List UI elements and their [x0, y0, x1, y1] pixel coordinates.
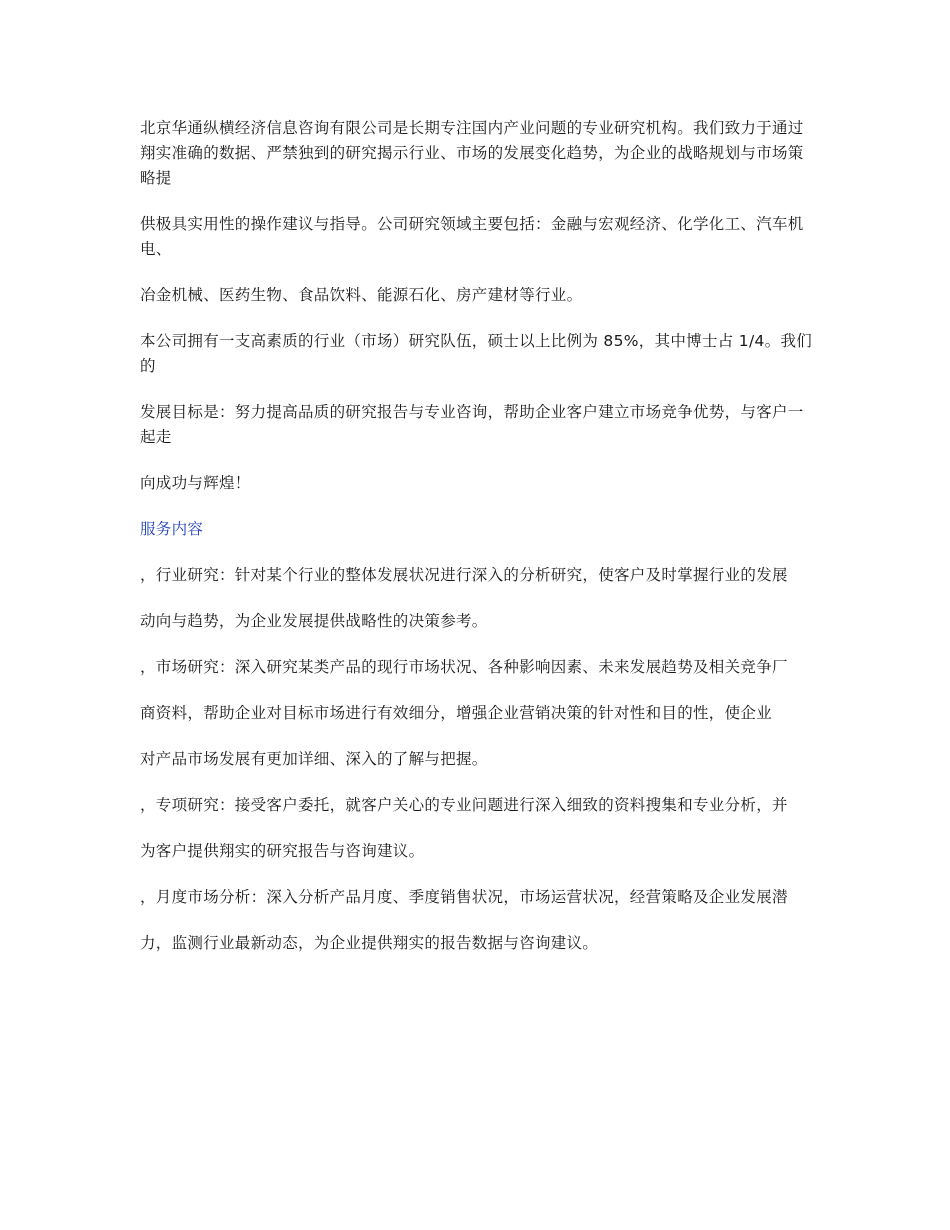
document-body — [140, 116, 815, 977]
service-paragraph-4: 商资料，帮助企业对目标市场进行有效细分，增强企业营销决策的针对性和目的性，使企业 — [140, 704, 773, 722]
intro-paragraph-1: 北京华通纵横经济信息咨询有限公司是长期专注国内产业问题的专业研究机构。我们致力于通过翔实准确的数据、严禁独到的研究揭示行业、市场的发展变化趋势，为企业的战略规划与市场策略提 — [140, 119, 804, 187]
service-paragraph-8: ，月度市场分析：深入分析产品月度、季度销售状况，市场运营状况，经营策略及企业发展潜 — [140, 888, 788, 906]
intro-paragraph-3: 冶金机械、医药生物、食品饮料、能源石化、房产建材等行业。 — [140, 286, 583, 304]
service-paragraph-9: 力，监测行业最新动态，为企业提供翔实的报告数据与咨询建议。 — [140, 934, 599, 952]
service-paragraph-6: ，专项研究：接受客户委托，就客户关心的专业问题进行深入细致的资料搜集和专业分析，并 — [140, 796, 788, 814]
service-paragraph-5: 对产品市场发展有更加详细、深入的了解与把握。 — [140, 750, 488, 768]
intro-paragraph-6: 向成功与辉煌！ — [140, 474, 251, 492]
intro-paragraph-4: 本公司拥有一支高素质的行业（市场）研究队伍，硕士以上比例为 85%，其中博士占 1/4。我们的 — [140, 332, 813, 375]
intro-paragraph-2: 供极具实用性的操作建议与指导。公司研究领域主要包括：金融与宏观经济、化学化工、汽车机电、 — [140, 215, 804, 258]
service-paragraph-3: ，市场研究：深入研究某类产品的现行市场状况、各种影响因素、未来发展趋势及相关竞争厂 — [140, 658, 788, 676]
service-paragraph-1: ，行业研究：针对某个行业的整体发展状况进行深入的分析研究，使客户及时掌握行业的发展 — [140, 566, 788, 584]
section-heading-services: 服务内容 — [140, 520, 204, 538]
service-paragraph-2: 动向与趋势，为企业发展提供战略性的决策参考。 — [140, 612, 488, 630]
service-paragraph-7: 为客户提供翔实的研究报告与咨询建议。 — [140, 842, 425, 860]
intro-paragraph-5: 发展目标是：努力提高品质的研究报告与专业咨询，帮助企业客户建立市场竞争优势，与客户一起走 — [140, 403, 804, 446]
